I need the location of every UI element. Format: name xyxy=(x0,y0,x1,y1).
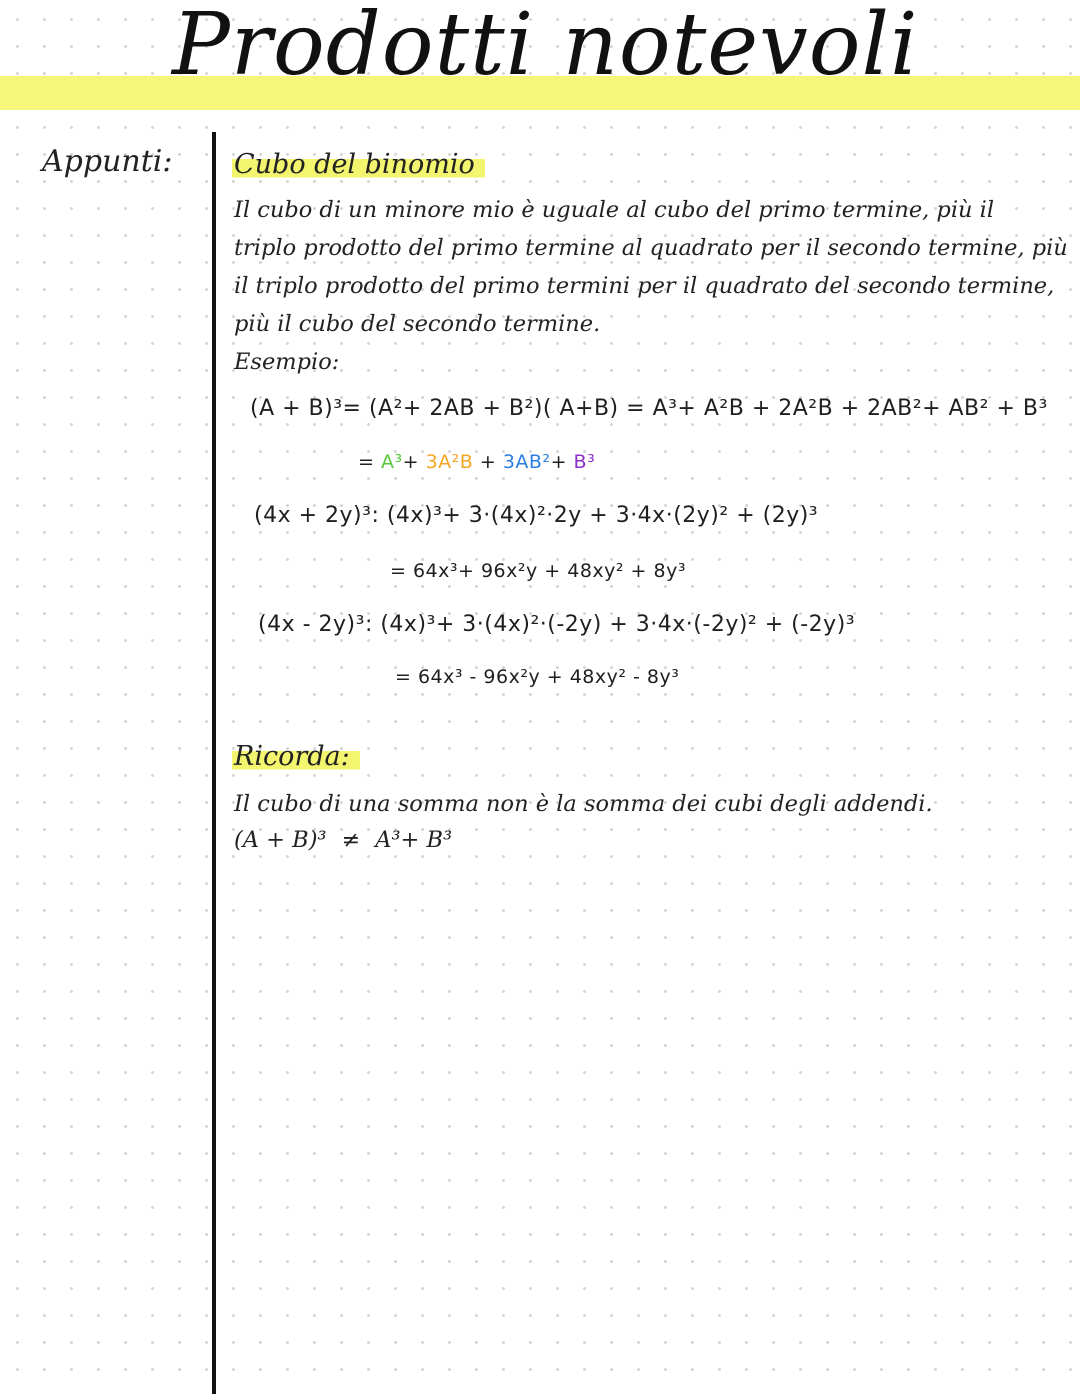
reminder-formula xyxy=(234,821,452,860)
section-heading-ricorda xyxy=(232,740,360,774)
margin-label: Appunti: xyxy=(42,144,173,179)
result-op-2: + xyxy=(473,451,503,473)
margin-divider xyxy=(212,132,216,1394)
definition-line-4: più il cubo del secondo termine. xyxy=(234,311,601,337)
page-title: Prodotti notevoli xyxy=(172,0,919,95)
result-prefix: = xyxy=(358,451,381,473)
equation-example-difference: (4x - 2y)³: (4x)³+ 3·(4x)²·(-2y) + 3·4x·(-2y)² + (-2y)³ xyxy=(258,612,856,637)
definition-line-2: triplo prodotto del primo termine al quadrato per il secondo termine, più xyxy=(234,235,1068,261)
heading-highlight: Cubo del binomio xyxy=(232,149,485,180)
result-term-a3: A³ xyxy=(380,451,403,473)
equation-example-sum: (4x + 2y)³: (4x)³+ 3·(4x)²·2y + 3·4x·(2y)² + (2y)³ xyxy=(254,503,819,528)
equation-example-sum-result: = 64x³+ 96x²y + 48xy² + 8y³ xyxy=(390,560,686,582)
equation-expansion: (A + B)³= (A²+ 2AB + B²)( A+B) = A³+ A²B + 2A²B + 2AB²+ AB² + B³ xyxy=(250,396,1048,421)
section-heading-cubo-binomio xyxy=(232,148,485,182)
result-op-1: + xyxy=(402,451,426,473)
result-term-3ab2: 3AB² xyxy=(502,451,551,473)
formula-lhs: (A + B)³ xyxy=(234,827,327,853)
example-label: Esempio: xyxy=(234,349,340,375)
heading-highlight: Ricorda: xyxy=(232,741,360,772)
not-equal-symbol: ≠ xyxy=(341,828,361,853)
result-term-3a2b: 3A²B xyxy=(425,451,474,473)
equation-expansion-result xyxy=(358,451,595,473)
formula-rhs: A³+ B³ xyxy=(375,827,453,853)
result-op-3: + xyxy=(550,451,574,473)
reminder-line: Il cubo di una somma non è la somma dei cubi degli addendi. xyxy=(234,791,933,817)
definition-line-1: Il cubo di un minore mio è uguale al cubo del primo termine, più il xyxy=(234,197,995,223)
result-term-b3: B³ xyxy=(573,451,596,473)
equation-example-difference-result: = 64x³ - 96x²y + 48xy² - 8y³ xyxy=(395,666,680,688)
definition-line-3: il triplo prodotto del primo termini per il quadrato del secondo termine, xyxy=(234,273,1055,299)
